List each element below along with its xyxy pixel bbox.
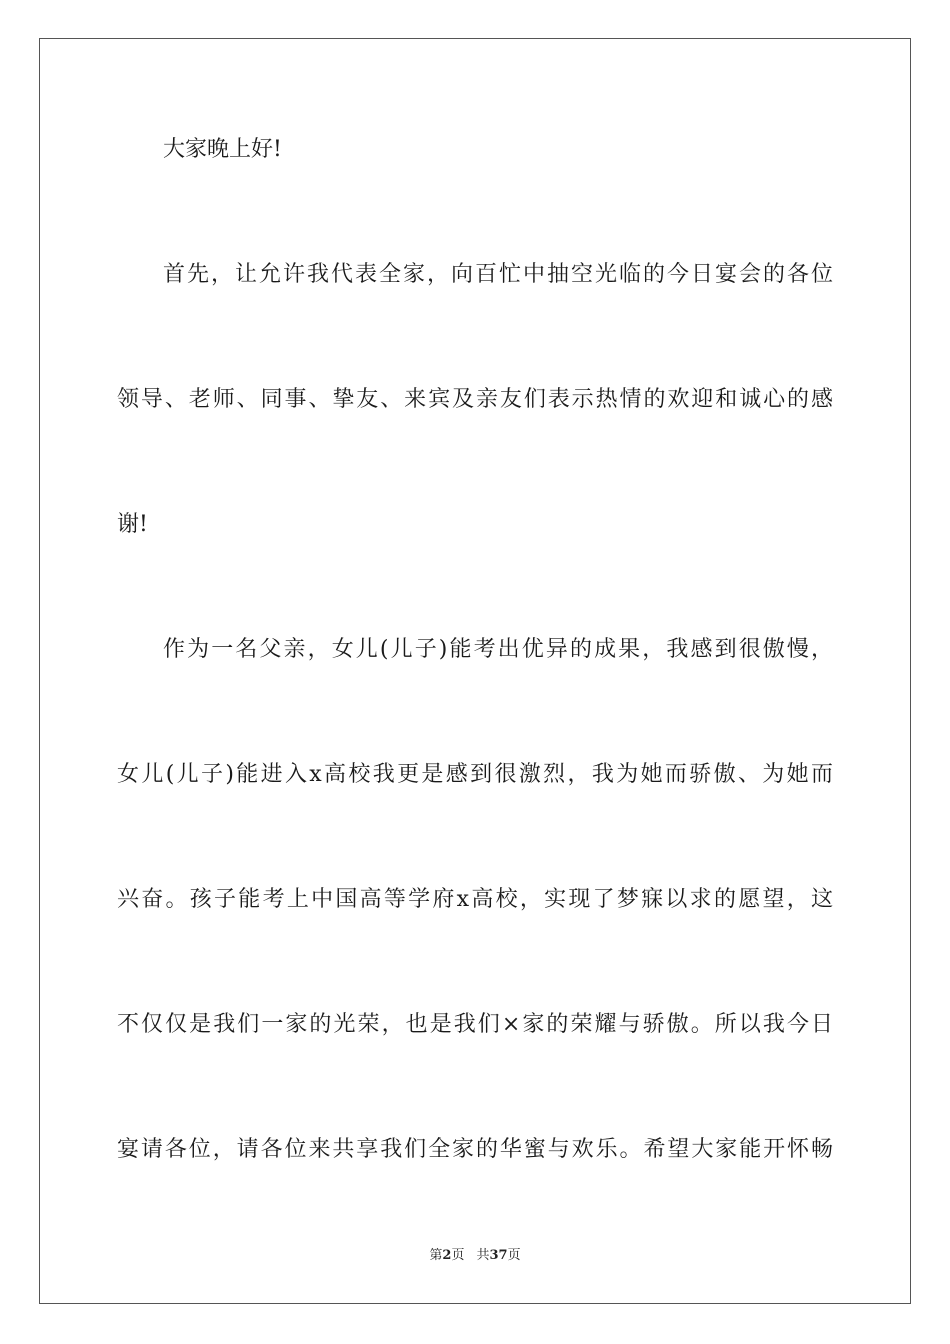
page-prefix: 第 bbox=[429, 1248, 443, 1263]
page-number: 2 bbox=[442, 1248, 452, 1263]
text-line: 兴奋。孩子能考上中国高等学府x高校，实现了梦寐以求的愿望，这 bbox=[117, 887, 833, 912]
page-unit: 页 bbox=[451, 1248, 465, 1263]
text-line: 谢! bbox=[117, 512, 148, 537]
text-line: 首先，让允许我代表全家，向百忙中抽空光临的今日宴会的各位 bbox=[163, 262, 833, 287]
text-line: 作为一名父亲，女儿(儿子)能考出优异的成果，我感到很傲慢， bbox=[163, 637, 833, 662]
total-prefix: 共 bbox=[476, 1248, 490, 1263]
page-border bbox=[39, 38, 911, 1304]
text-line: 宴请各位，请各位来共享我们全家的华蜜与欢乐。希望大家能开怀畅 bbox=[117, 1137, 833, 1162]
text-line: 女儿(儿子)能进入x高校我更是感到很激烈，我为她而骄傲、为她而 bbox=[117, 762, 833, 787]
text-line-greeting: 大家晚上好! bbox=[163, 137, 282, 162]
page-footer bbox=[0, 1247, 950, 1265]
text-line: 领导、老师、同事、挚友、来宾及亲友们表示热情的欢迎和诚心的感 bbox=[117, 387, 833, 412]
total-unit: 页 bbox=[507, 1248, 521, 1263]
total-pages: 37 bbox=[489, 1248, 508, 1263]
text-line: 不仅仅是我们一家的光荣，也是我们×家的荣耀与骄傲。所以我今日 bbox=[117, 1012, 833, 1037]
